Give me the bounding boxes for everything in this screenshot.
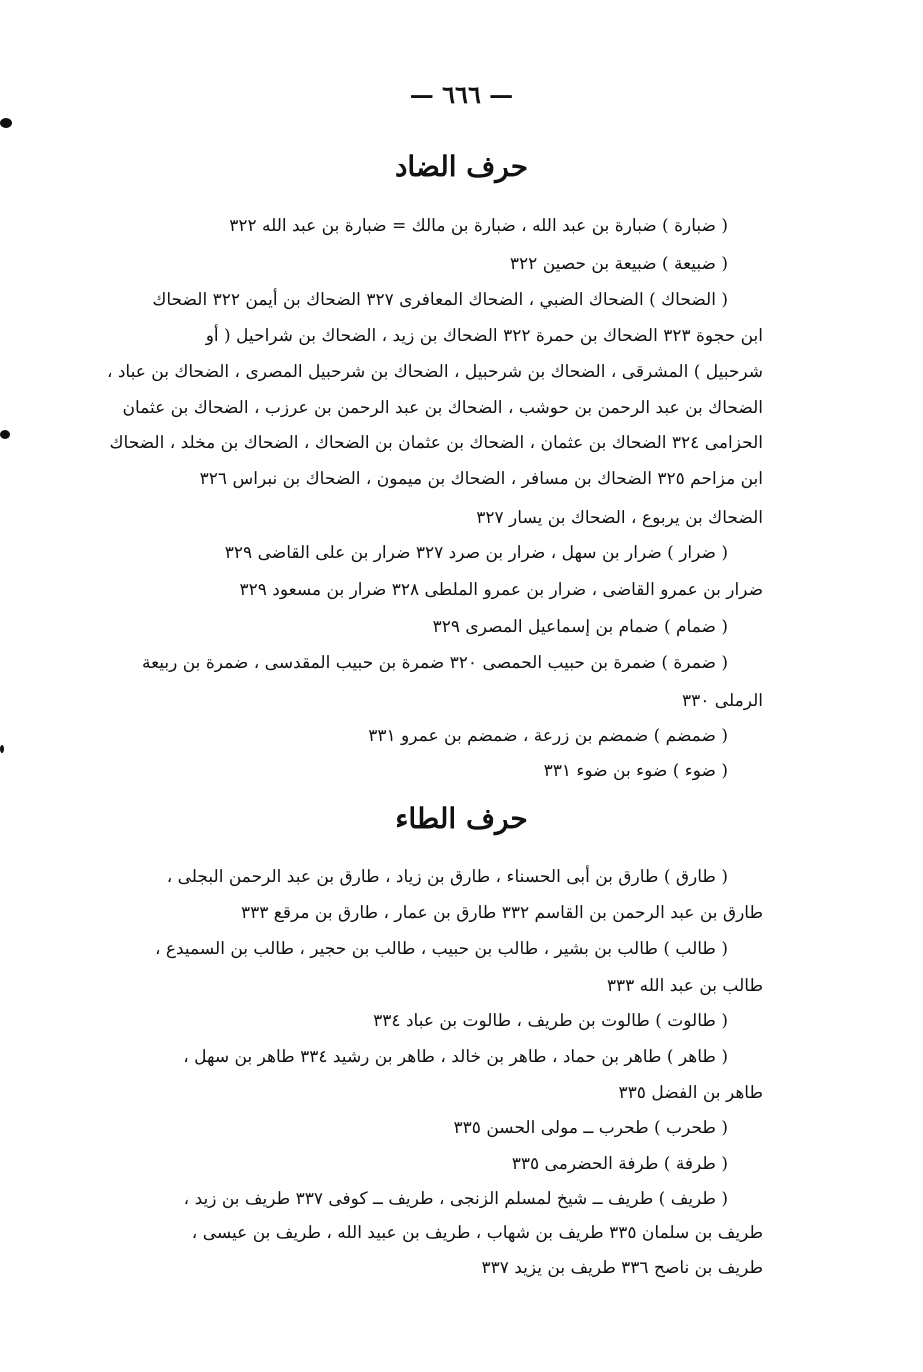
entry-line: طاهر بن الفضل ٣٣٥ [618, 1083, 763, 1103]
entry-line: الرملى ٣٣٠ [682, 691, 763, 711]
entry-line: ( ضمضم ) ضمضم بن زرعة ، ضمضم بن عمرو ٣٣١ [368, 726, 728, 746]
entry-line: ( ضرار ) ضرار بن سهل ، ضرار بن صرد ٣٢٧ ضرار بن على القاضى ٣٢٩ [224, 543, 728, 563]
entry-line: ( ضبارة ) ضبارة بن عبد الله ، ضبارة بن مالك = ضبارة بن عبد الله ٣٢٢ [229, 216, 728, 236]
entry-line: ( ضمام ) ضمام بن إسماعيل المصرى ٣٢٩ [432, 617, 728, 637]
scan-mark [0, 118, 12, 128]
entry-line: الحزامى ٣٢٤ الضحاك بن عثمان ، الضحاك بن عثمان بن الضحاك ، الضحاك بن مخلد ، الضحاك [109, 433, 763, 453]
scan-mark [0, 430, 10, 439]
entry-line: طالب بن عبد الله ٣٣٣ [606, 976, 763, 996]
entry-line: الضحاك بن عبد الرحمن بن حوشب ، الضحاك بن عبد الرحمن بن عرزب ، الضحاك بن عثمان [122, 398, 763, 418]
page-number: — ٦٦٦ — [409, 80, 514, 109]
entry-line: طريف بن ناصح ٣٣٦ طريف بن يزيد ٣٣٧ [481, 1258, 763, 1278]
entry-line: ( طحرب ) طحرب ــ مولى الحسن ٣٣٥ [453, 1118, 728, 1138]
entry-line: ( طارق ) طارق بن أبى الحسناء ، طارق بن زياد ، طارق بن عبد الرحمن البجلى ، [166, 867, 728, 887]
entry-line: ابن مزاحم ٣٢٥ الضحاك بن مسافر ، الضحاك بن ميمون ، الضحاك بن نبراس ٣٢٦ [199, 469, 763, 489]
entry-line: ( ضمرة ) ضمرة بن حبيب الحمصى ٣٢٠ ضمرة بن حبيب المقدسى ، ضمرة بن ربيعة [141, 653, 728, 673]
entry-line: طارق بن عبد الرحمن بن القاسم ٣٣٢ طارق بن عمار ، طارق بن مرقع ٣٣٣ [241, 903, 763, 923]
entry-line: طريف بن سلمان ٣٣٥ طريف بن شهاب ، طريف بن عبيد الله ، طريف بن عيسى ، [191, 1223, 763, 1243]
entry-line: ( طريف ) طريف ــ شيخ لمسلم الزنجى ، طريف ــ كوفى ٣٣٧ طريف بن زيد ، [183, 1189, 728, 1209]
entry-line: ( طاهر ) طاهر بن حماد ، طاهر بن خالد ، طاهر بن رشيد ٣٣٤ طاهر بن سهل ، [183, 1047, 728, 1067]
scan-mark [0, 745, 4, 753]
entry-line: ( طرفة ) طرفة الحضرمى ٣٣٥ [511, 1154, 728, 1174]
entry-line: ( الضحاك ) الضحاك الضبي ، الضحاك المعافرى ٣٢٧ الضحاك بن أيمن ٣٢٢ الضحاك [152, 290, 728, 310]
entry-line: ضرار بن عمرو القاضى ، ضرار بن عمرو الملطى ٣٢٨ ضرار بن مسعود ٣٢٩ [239, 580, 763, 600]
entry-line: ( ضوء ) ضوء بن ضوء ٣٣١ [543, 761, 728, 781]
entry-line: ( طالب ) طالب بن بشير ، طالب بن حبيب ، طالب بن حجير ، طالب بن السميدع ، [154, 939, 728, 959]
section-title-dad: حرف الضاد [394, 150, 529, 183]
entry-line: ( طالوت ) طالوت بن طريف ، طالوت بن عباد ٣٣٤ [373, 1011, 728, 1031]
entry-line: ( ضبيعة ) ضبيعة بن حصين ٣٢٢ [509, 254, 728, 274]
entry-line: ابن حجوة ٣٢٣ الضحاك بن حمرة ٣٢٢ الضحاك بن زيد ، الضحاك بن شراحيل ( أو [205, 326, 763, 346]
entry-line: الضحاك بن يربوع ، الضحاك بن يسار ٣٢٧ [476, 508, 763, 528]
entry-line: شرحبيل ) المشرقى ، الضحاك بن شرحبيل ، الضحاك بن شرحبيل المصرى ، الضحاك بن عباد ، [106, 362, 763, 382]
section-title-ta: حرف الطاء [395, 802, 528, 835]
